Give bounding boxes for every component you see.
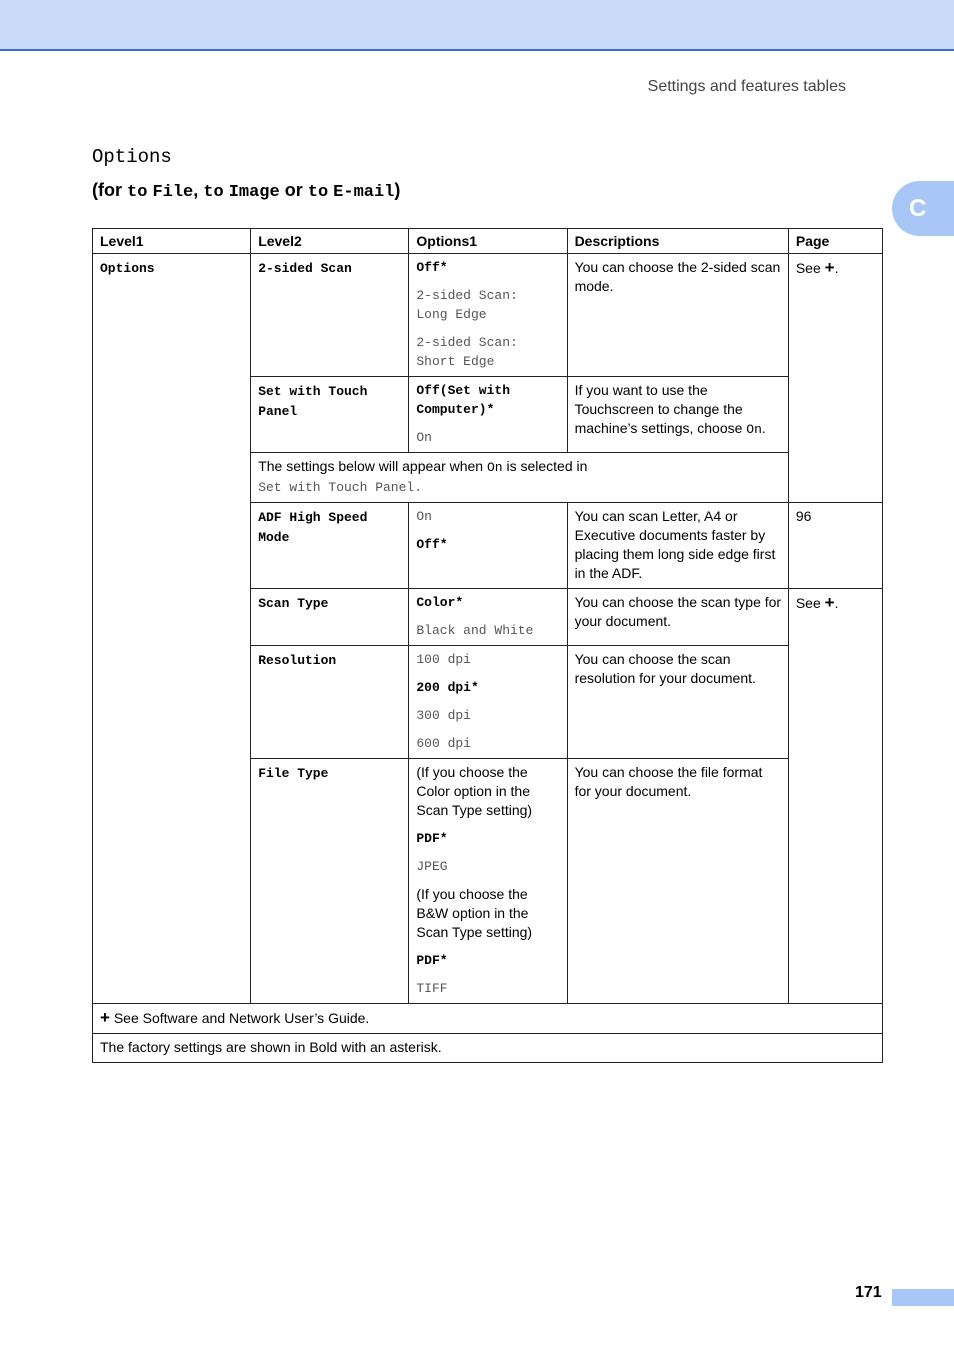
header-descriptions: Descriptions xyxy=(567,229,788,254)
table-header-row xyxy=(93,229,883,254)
page-see: See xyxy=(795,260,821,276)
subtitle-to-1: to xyxy=(127,183,148,202)
level2-adf-line1: ADF High Speed xyxy=(258,510,368,525)
description-cell xyxy=(567,377,788,453)
note-dot: . xyxy=(414,480,423,495)
description-cell: You can choose the 2-sided scan mode. xyxy=(567,254,788,377)
options-cell xyxy=(409,589,567,646)
subtitle-for: (for xyxy=(92,180,122,200)
note-pre: The settings below will appear when xyxy=(258,458,484,474)
options-cell xyxy=(409,759,567,1004)
footer-row xyxy=(93,1004,883,1034)
level2-cell xyxy=(251,646,409,759)
level2-touch-line2: Panel xyxy=(258,404,298,419)
level2-scan-type: Scan Type xyxy=(258,596,329,611)
option-black-white: Black and White xyxy=(416,623,534,638)
cross-reference-icon: + xyxy=(824,593,835,612)
subtitle-comma: , xyxy=(193,180,199,200)
note-menu: Set with Touch Panel xyxy=(258,480,415,495)
options-cell xyxy=(409,503,567,589)
option-off-computer-line1: Off(Set with xyxy=(416,383,510,398)
options-cell xyxy=(409,377,567,453)
page-number: 171 xyxy=(855,1284,882,1301)
option-off-computer xyxy=(416,381,560,419)
option-short-edge-line1: 2-sided Scan: xyxy=(416,335,518,350)
option-200dpi: 200 dpi* xyxy=(416,680,479,695)
description-cell: You can choose the scan resolution for your document. xyxy=(567,646,788,759)
header-options1: Options1 xyxy=(409,229,567,254)
option-tiff: TIFF xyxy=(416,981,448,996)
header-level2: Level2 xyxy=(251,229,409,254)
chapter-tab xyxy=(892,181,954,236)
option-long-edge-line2: Long Edge xyxy=(416,307,487,322)
subtitle-or: or xyxy=(284,180,303,200)
subtitle-email: E-mail xyxy=(333,183,395,202)
level2-adf-line2: Mode xyxy=(258,530,290,545)
level2-cell xyxy=(251,503,409,589)
level2-cell xyxy=(251,254,409,377)
page-cell xyxy=(788,254,882,503)
subtitle-file: File xyxy=(152,183,194,202)
chapter-tab-letter: C xyxy=(909,194,927,222)
level2-2sided-scan: 2-sided Scan xyxy=(258,261,352,276)
section-title: Options xyxy=(92,146,172,168)
option-off-computer-line2: Computer)* xyxy=(416,402,495,417)
level1-cell xyxy=(93,254,251,1004)
option-off: Off* xyxy=(416,537,448,552)
option-note-bw: (If you choose the B&W option in the Scan Type setting) xyxy=(416,886,533,940)
page-dot: . xyxy=(834,260,839,276)
option-short-edge-line2: Short Edge xyxy=(416,354,495,369)
top-header-band xyxy=(0,0,954,51)
level2-cell xyxy=(251,589,409,646)
footer-row xyxy=(93,1034,883,1063)
description-cell: You can scan Letter, A4 or Executive documents faster by placing them long side edge first in the ADF. xyxy=(567,503,788,589)
option-note-color: (If you choose the Color option in the Scan Type setting) xyxy=(416,764,533,818)
option-long-edge xyxy=(416,286,560,324)
description-cell: You can choose the scan type for your document. xyxy=(567,589,788,646)
option-pdf: PDF* xyxy=(416,831,448,846)
option-long-edge-line1: 2-sided Scan: xyxy=(416,288,518,303)
option-300dpi: 300 dpi xyxy=(416,708,471,723)
level2-resolution: Resolution xyxy=(258,653,337,668)
option-jpeg: JPEG xyxy=(416,859,448,874)
description-cell: You can choose the file format for your document. xyxy=(567,759,788,1004)
option-pdf: PDF* xyxy=(416,953,448,968)
option-color: Color* xyxy=(416,595,464,610)
page-number-bar xyxy=(892,1289,954,1306)
desc-dot: . xyxy=(761,420,766,436)
level2-file-type: File Type xyxy=(258,766,329,781)
level1-options: Options xyxy=(100,261,155,276)
desc-text: If you want to use the Touchscreen to change the machine’s settings, choose xyxy=(574,382,743,436)
footer-factory-cell: The factory settings are shown in Bold with an asterisk. xyxy=(93,1034,883,1063)
option-on: On xyxy=(416,430,432,445)
level2-cell xyxy=(251,377,409,453)
option-off: Off* xyxy=(416,260,448,275)
cross-reference-icon: + xyxy=(100,1008,110,1027)
header-level1: Level1 xyxy=(93,229,251,254)
cross-reference-icon: + xyxy=(824,258,835,277)
header-page: Page xyxy=(788,229,882,254)
option-short-edge xyxy=(416,333,560,371)
level2-cell xyxy=(251,759,409,1004)
subtitle-close: ) xyxy=(394,180,401,200)
level2-touch-line1: Set with Touch xyxy=(258,384,368,399)
subtitle-to-3: to xyxy=(307,183,329,202)
section-subtitle xyxy=(92,180,400,202)
page-cell xyxy=(788,589,882,1004)
settings-table xyxy=(92,228,883,1063)
running-head: Settings and features tables xyxy=(647,78,846,95)
note-cell xyxy=(251,453,789,503)
note-on: On xyxy=(486,460,503,475)
subtitle-to-2: to xyxy=(203,183,224,202)
desc-on: On xyxy=(746,422,762,437)
option-100dpi: 100 dpi xyxy=(416,652,471,667)
option-on: On xyxy=(416,509,432,524)
page-dot: . xyxy=(834,595,839,611)
options-cell xyxy=(409,646,567,759)
option-600dpi: 600 dpi xyxy=(416,736,471,751)
subtitle-image: Image xyxy=(228,183,280,202)
footer-guide-text: See Software and Network User’s Guide. xyxy=(113,1010,370,1026)
table-row xyxy=(93,254,883,377)
options-cell xyxy=(409,254,567,377)
note-mid: is selected in xyxy=(506,458,588,474)
page-see: See xyxy=(795,595,821,611)
footer-guide-cell xyxy=(93,1004,883,1034)
page-cell: 96 xyxy=(788,503,882,589)
